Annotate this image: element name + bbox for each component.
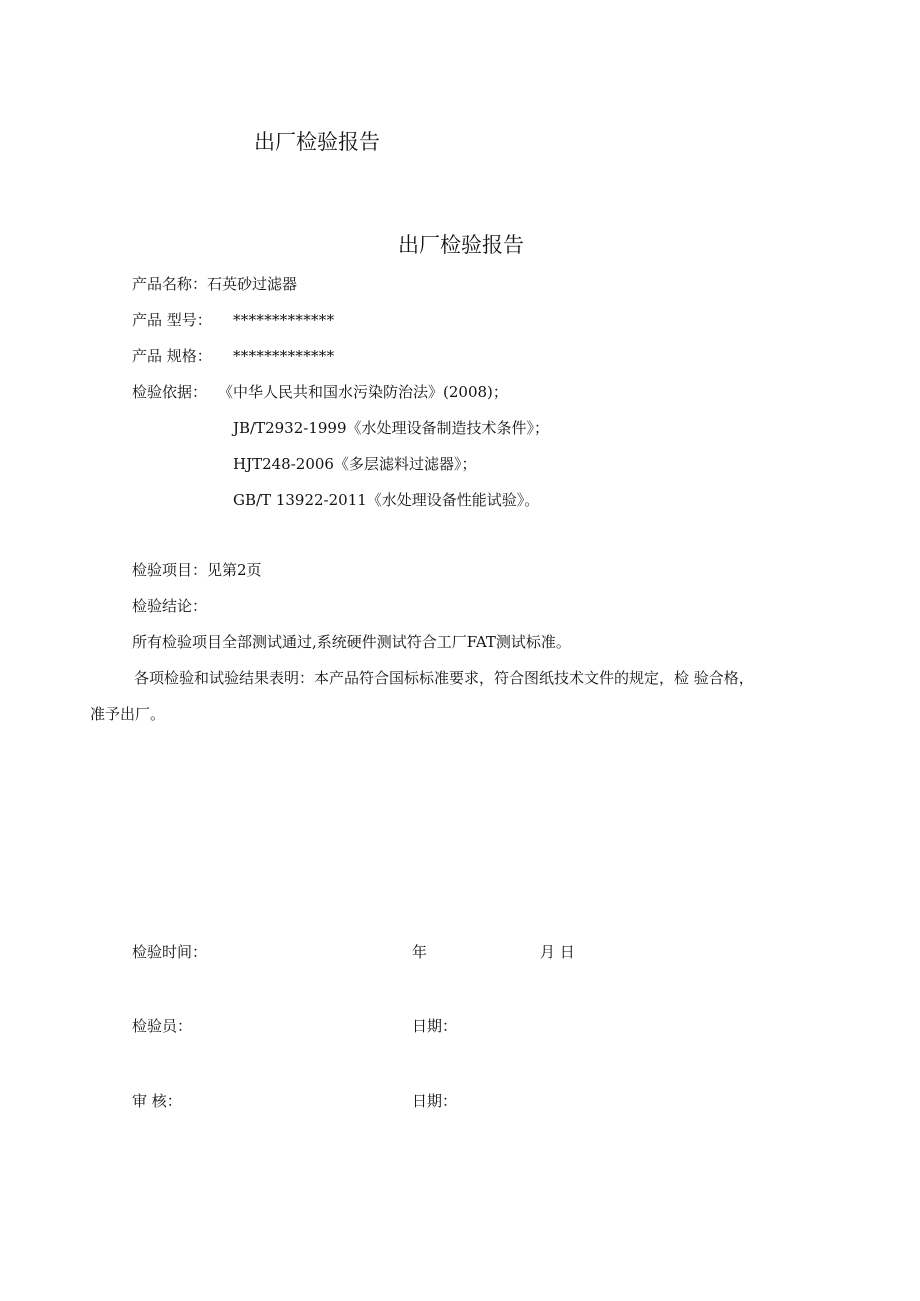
review-date-label: 日期： — [412, 1092, 458, 1110]
basis-item: 《中华人民共和国水污染防治法》(2008)； — [218, 383, 508, 401]
product-name-label: 产品名称： — [132, 275, 208, 293]
basis-item: HJT248-2006《多层滤料过滤器》； — [233, 455, 477, 473]
product-model-value: ************* — [233, 311, 335, 329]
product-name-row — [132, 274, 297, 294]
inspection-items: 检验项目：见第2页 — [132, 561, 262, 579]
month-day-label: 月 日 — [540, 943, 575, 961]
product-model-label: 产品 型号： — [132, 311, 212, 329]
inspection-time-label: 检验时间： — [132, 943, 208, 961]
year-label: 年 — [412, 943, 428, 961]
basis-item: GB/T 13922-2011《水处理设备性能试验》。 — [233, 491, 540, 509]
inspector-date-label: 日期： — [412, 1017, 458, 1035]
statement-line: 准予出厂。 — [90, 705, 166, 723]
conclusion-text: 所有检验项目全部测试通过,系统硬件测试符合工厂FAT测试标准。 — [132, 633, 571, 651]
main-title: 出厂检验报告 — [398, 233, 524, 257]
conclusion-label: 检验结论： — [132, 597, 208, 615]
review-label: 审 核： — [132, 1092, 182, 1110]
top-title: 出厂检验报告 — [254, 130, 380, 154]
product-spec-value: ************* — [233, 347, 335, 365]
statement-line: 各项检验和试验结果表明：本产品符合国标标准要求，符合图纸技术文件的规定，检 验合格， — [134, 669, 754, 687]
basis-label: 检验依据： — [132, 383, 208, 401]
product-spec-label: 产品 规格： — [132, 347, 212, 365]
inspector-label: 检验员： — [132, 1017, 193, 1035]
basis-item: JB/T2932-1999《水处理设备制造技术条件》； — [233, 419, 550, 437]
product-name-value: 石英砂过滤器 — [207, 275, 298, 293]
